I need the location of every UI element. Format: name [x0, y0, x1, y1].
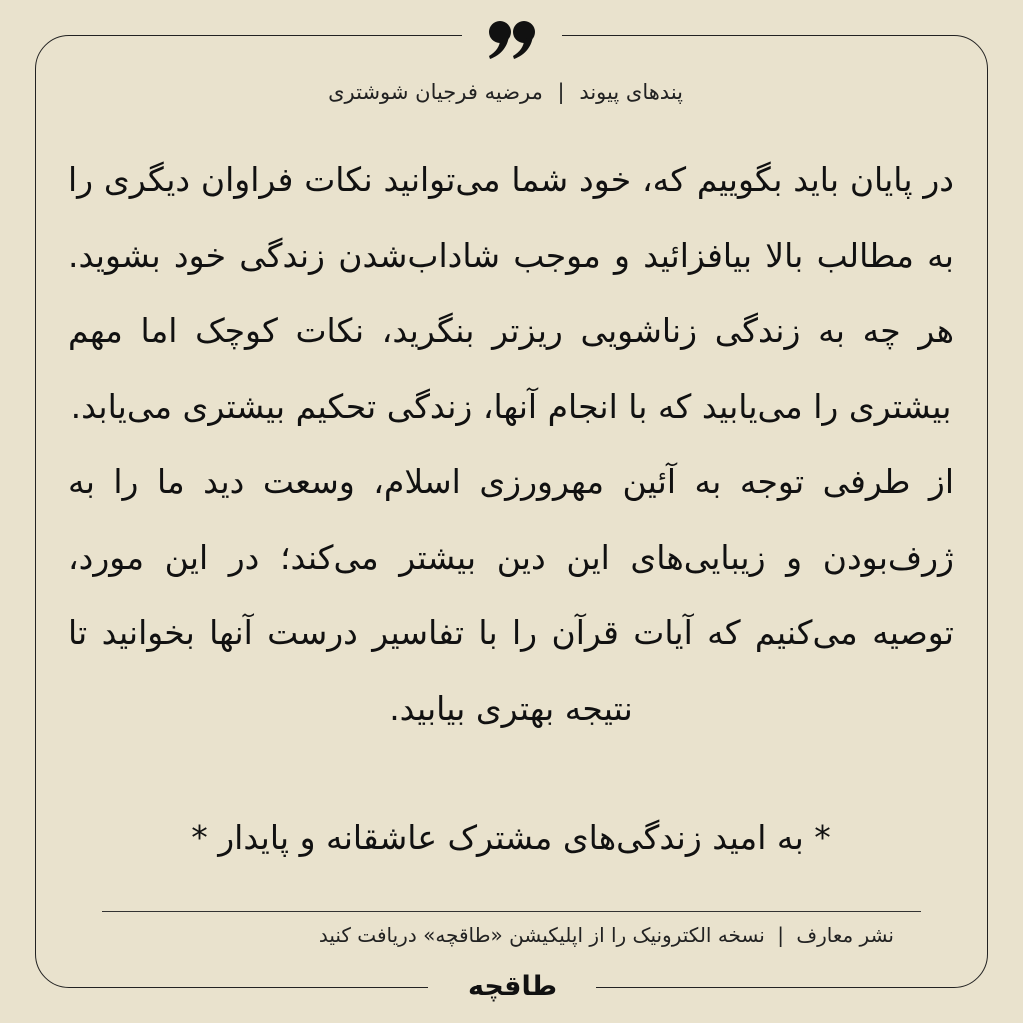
header-separator: |	[557, 80, 565, 104]
author-name: مرضیه فرجیان شوشتری	[328, 80, 543, 104]
quote-body	[68, 142, 954, 746]
taaghche-logo: طاقچه	[467, 971, 558, 1002]
book-header	[100, 80, 683, 104]
footer-separator: |	[777, 923, 784, 947]
publisher-name: نشر معارف	[796, 923, 894, 947]
paragraph-1: در پایان باید بگوییم که، خود شما می‌توانید نکات فراوان دیگری را به مطالب بالا بیافزائید و موجب شاداب‌شدن زندگی خود بشوید. هر چه به زندگی زناشویی ریزتر بنگرید، نکات کوچک اما مهم بیشتری را می‌یابید که با انجام آنها، زندگی تحکیم بیشتری می‌یابد.	[68, 160, 954, 426]
closing-line: * به امید زندگی‌های مشترک عاشقانه و پایدار *	[191, 818, 831, 857]
book-title: پندهای پیوند	[579, 80, 683, 104]
quote-icon	[484, 18, 540, 62]
footer-note: نسخه الکترونیک را از اپلیکیشن «طاقچه» دریافت کنید	[318, 923, 765, 947]
footer-divider	[102, 911, 921, 912]
footer	[100, 923, 894, 947]
paragraph-2: از طرفی توجه به آئین مهرورزی اسلام، وسعت دید ما را به ژرف‌بودن و زیبایی‌های این دین بیشتر می‌کند؛ در این مورد، توصیه می‌کنیم که آیات قرآن را با تفاسیر درست آنها بخوانید تا نتیجه بهتری بیابید.	[68, 462, 954, 728]
